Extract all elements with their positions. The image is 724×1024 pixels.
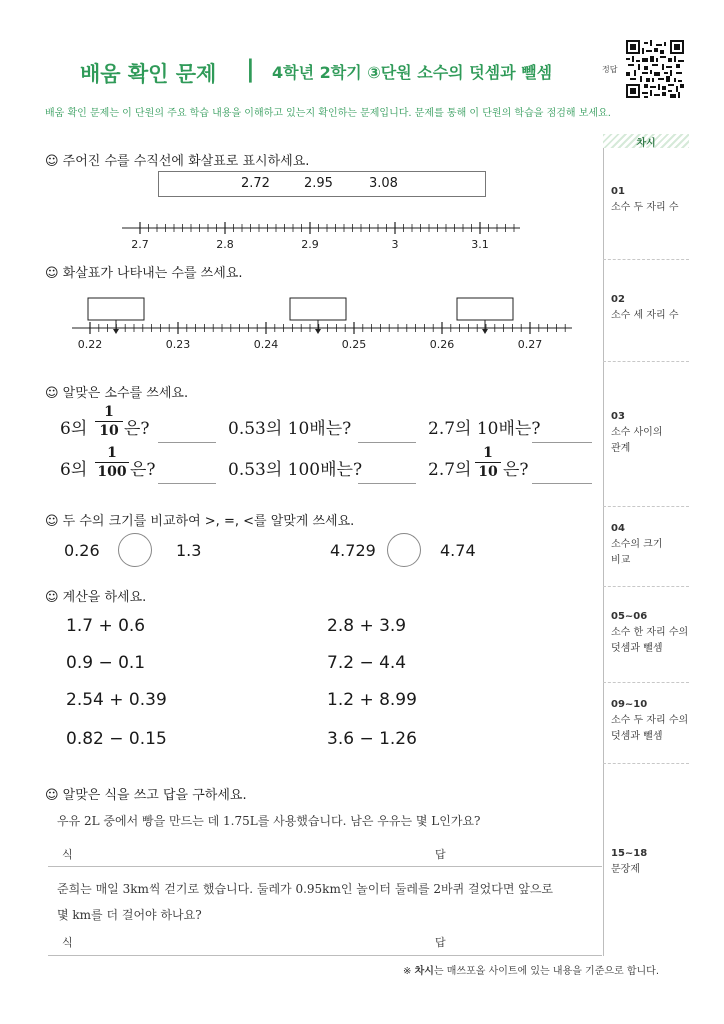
calc-item: 0.82 − 0.15 [66,729,167,749]
sidebar-item-num: 05~06 [611,611,648,622]
expression-label: 식 [62,848,73,861]
fraction-bar [95,421,123,422]
sidebar-item-num: 02 [611,294,625,305]
section6-title: ☺ 알맞은 식을 쓰고 답을 구하세요. [45,788,247,803]
word-problem-1: 우유 2L 중에서 빵을 만드는 데 1.75L를 사용했습니다. 남은 우유는 몇 L인가요? [57,814,481,828]
question-text: 2.7의 10배는? [428,419,541,439]
sidebar-item-label: 소수 사이의 [611,427,663,438]
compare-right: 4.74 [440,541,476,560]
question-prefix: 2.7의 [428,460,472,480]
given-value: 2.72 [241,176,270,191]
given-value: 3.08 [369,176,398,191]
answer-blank[interactable] [532,442,592,443]
sidebar-item-num: 01 [611,186,625,197]
sidebar-item-label: 소수 한 자리 수의 [611,627,689,638]
tick-label: 2.9 [301,238,319,251]
question-text: 0.53의 10배는? [228,419,352,439]
answer-blank[interactable] [158,483,216,484]
sidebar-item-label-2: 덧셈과 뺄셈 [611,643,663,654]
tick-label: 3.1 [471,238,489,251]
sidebar-item-num: 03 [611,411,625,422]
answer-label: 답 [435,936,446,949]
footnote [403,962,659,977]
fraction-denominator: 10 [478,464,498,480]
answer-box [457,298,513,320]
compare-circle[interactable] [118,533,152,567]
fraction [95,445,129,480]
compare-left: 4.729 [330,541,376,560]
answer-box [88,298,144,320]
intro-text: 배움 확인 문제는 이 단원의 주요 학습 내용을 이해하고 있는지 확인하는 문제입니다. 문제를 통해 이 단원의 학습을 점검해 보세요. [45,108,611,119]
sidebar-item-num: 09~10 [611,699,648,710]
answer-blank[interactable] [358,483,416,484]
sidebar-item-label: 소수 두 자리 수의 [611,715,689,726]
tick-label: 0.25 [341,338,367,351]
sidebar-item-label: 소수의 크기 [611,539,663,550]
calc-item: 2.8 + 3.9 [327,616,407,636]
footnote-text: 는 매쓰포올 사이트에 있는 내용을 기준으로 합니다. [433,966,660,977]
sidebar-item-label: 문장제 [611,864,640,875]
number-line-2 [72,298,572,351]
section3-title: ☺ 알맞은 소수를 쓰세요. [45,386,189,401]
tick-label: 0.24 [253,338,279,351]
fraction [475,445,501,480]
answer-label: 답 [435,848,446,861]
answer-blank[interactable] [158,442,216,443]
tick-label: 0.22 [77,338,103,351]
calc-item: 3.6 − 1.26 [327,729,417,749]
fraction-denominator: 100 [97,464,127,480]
arrow-head-icon [482,329,488,334]
tick-label: 2.7 [131,238,149,251]
sidebar-item-num: 15~18 [611,848,648,859]
footnote-mark: ※ [403,966,412,977]
calc-item: 1.2 + 8.99 [327,690,417,710]
tick-label: 3 [391,238,399,251]
arrow-head-icon [315,329,321,334]
sidebar-item-label: 소수 세 자리 수 [611,310,679,321]
tick-label: 0.26 [429,338,455,351]
fraction-numerator: 1 [104,404,114,420]
fraction-denominator: 10 [99,423,119,439]
sidebar-item-label-2: 관계 [611,443,631,454]
page-title: 배움 확인 문제 [80,62,217,86]
compare-right: 1.3 [176,541,202,560]
arrow-head-icon [113,329,119,334]
compare-circle[interactable] [387,533,421,567]
footnote-bold: 차시 [414,966,434,977]
tick-label: 0.23 [165,338,191,351]
section1-title: ☺ 주어진 수를 수직선에 화살표로 표시하세요. [45,154,310,169]
question-suffix: 은? [503,460,529,480]
number-line-1[interactable] [122,222,520,251]
answer-blank[interactable] [358,442,416,443]
compare-left: 0.26 [64,541,100,560]
title-separator: | [246,55,255,83]
tick-label: 0.27 [517,338,543,351]
calc-item: 2.54 + 0.39 [66,690,167,710]
expression-label: 식 [62,936,73,949]
sidebar-item-num: 04 [611,523,625,534]
given-value: 2.95 [304,176,333,191]
sidebar-item-label-2: 비교 [611,555,631,566]
question-prefix: 6의 [60,419,88,439]
question-suffix: 은? [130,460,156,480]
section4-title: ☺ 두 수의 크기를 비교하여 >, =, <를 알맞게 쓰세요. [45,514,355,529]
calc-item: 7.2 − 4.4 [327,653,407,673]
word-problem-2-line-2: 몇 km를 더 걸어야 하나요? [57,908,202,922]
section2-title: ☺ 화살표가 나타내는 수를 쓰세요. [45,266,243,281]
sidebar-item-label: 소수 두 자리 수 [611,202,679,213]
fraction [95,404,123,439]
question-prefix: 6의 [60,460,88,480]
sidebar-heading-label: 차시 [636,138,656,149]
word-problem-2-line-1: 준희는 매일 3km씩 걷기로 했습니다. 둘레가 0.95km인 놀이터 둘레를 2바퀴 걸었다면 앞으로 [57,882,554,896]
calc-item: 1.7 + 0.6 [66,616,146,636]
answer-blank[interactable] [532,483,592,484]
fraction-bar [95,462,129,463]
sidebar-item-label-2: 덧셈과 뺄셈 [611,731,663,742]
question-text: 0.53의 100배는? [228,460,363,480]
fraction-numerator: 1 [107,445,117,461]
fraction-numerator: 1 [483,445,493,461]
answer-box [290,298,346,320]
tick-label: 2.8 [216,238,234,251]
answer-label: 정답 [602,65,618,74]
section5-title: ☺ 계산을 하세요. [45,590,147,605]
question-suffix: 은? [124,419,150,439]
answer-line[interactable] [48,866,602,867]
answer-line[interactable] [48,955,602,956]
fraction-bar [475,462,501,463]
page-subtitle: 4학년 2학기 ③단원 소수의 덧셈과 뺄셈 [272,63,553,82]
calc-item: 0.9 − 0.1 [66,653,146,673]
